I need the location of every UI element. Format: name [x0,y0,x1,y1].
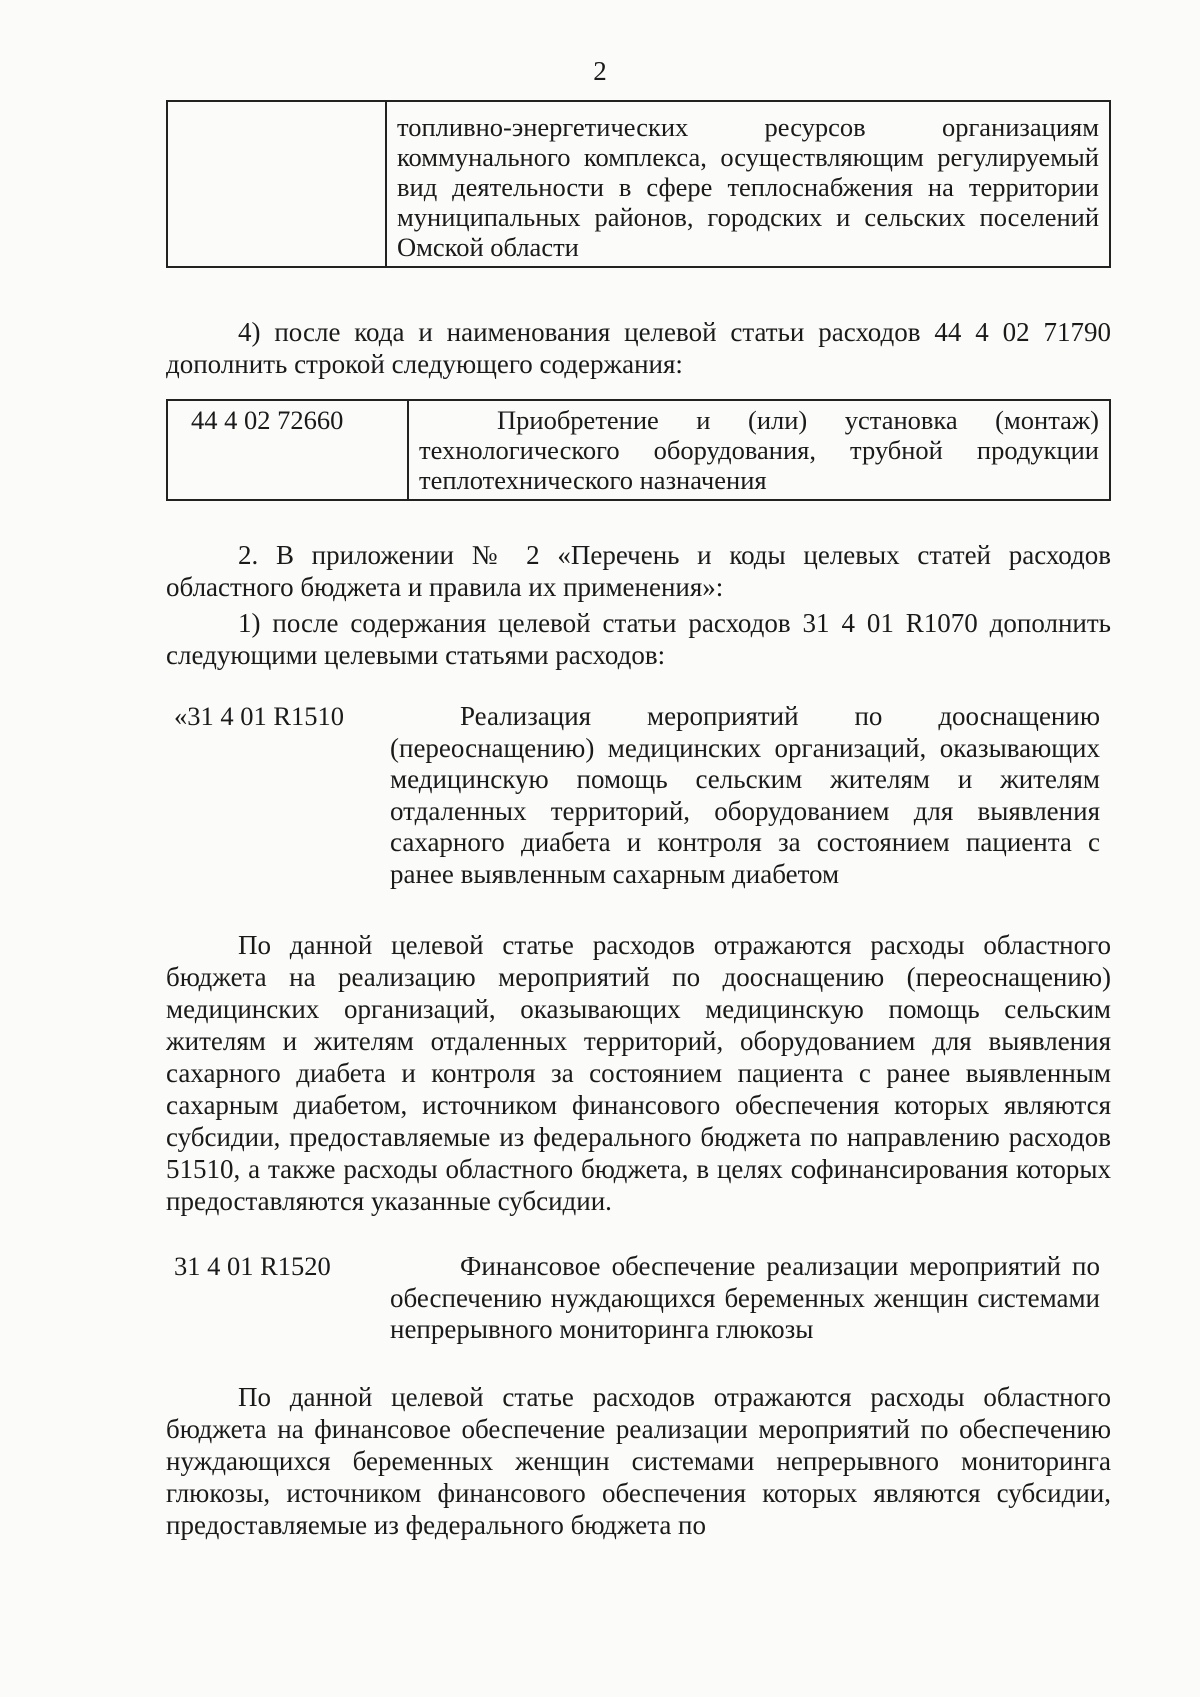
table-row [167,101,1110,267]
code-cell: 44 4 02 72660 [167,400,408,500]
article-name: Финансовое обеспечение реализации мероприятий по обеспечению нуждающихся беременных женщин системами непрерывного мониторинга глюкозы [390,1251,1100,1344]
table-row [167,400,1110,500]
article-code: «31 4 01 R1510 [174,701,345,731]
page-number: 2 [593,56,607,86]
article-description: По данной целевой статье расходов отражаются расходы областного бюджета на финансовое обеспечение реализации мероприятий по обеспечению нуждающихся беременных женщин системами непрерывного мониторинга глюкозы, источником финансового обеспечения которых являются субсидии, предоставляемые из федерального бюджета по [166,1382,1111,1540]
description-cell: топливно-энергетических ресурсов организациям коммунального комплекса, осуществляющим регулируемый вид деятельности в сфере теплоснабжения на территории муниципальных районов, городских и сельских поселений Омской области [386,101,1110,267]
paragraph-item-4: 4) после кода и наименования целевой статьи расходов 44 4 02 71790 дополнить строкой следующего содержания: [166,317,1111,379]
article-description: По данной целевой статье расходов отражаются расходы областного бюджета на реализацию мероприятий по дооснащению (переоснащению) медицинских организаций, оказывающих медицинскую помощь сельским жителям и жителям отдаленных территорий, оборудованием для выявления сахарного диабета и контроля за состоянием пациента с ранее выявленным сахарным диабетом, источником финансового обеспечения которых являются субсидии, предоставляемые из федерального бюджета по направлению расходов 51510, а также расходы областного бюджета, в целях софинансирования которых предоставляются указанные субсидии. [166,930,1111,1216]
paragraph-section-2: 2. В приложении № 2 «Перечень и коды целевых статей расходов областного бюджета и правила их применения»: [166,540,1111,602]
code-table-continued [166,100,1111,268]
article-code: 31 4 01 R1520 [174,1251,331,1281]
article-name: Реализация мероприятий по дооснащению (переоснащению) медицинских организаций, оказывающих медицинскую помощь сельским жителям и жителям отдаленных территорий, оборудованием для выявления сахарного диабета и контроля за состоянием пациента с ранее выявленным сахарным диабетом [390,701,1100,889]
paragraph-item-1: 1) после содержания целевой статьи расходов 31 4 01 R1070 дополнить следующими целевыми статьями расходов: [166,608,1111,670]
code-cell [167,101,386,267]
description-cell: Приобретение и (или) установка (монтаж) технологического оборудования, трубной продукции теплотехнического назначения [408,400,1110,500]
code-table-new-row [166,399,1111,501]
